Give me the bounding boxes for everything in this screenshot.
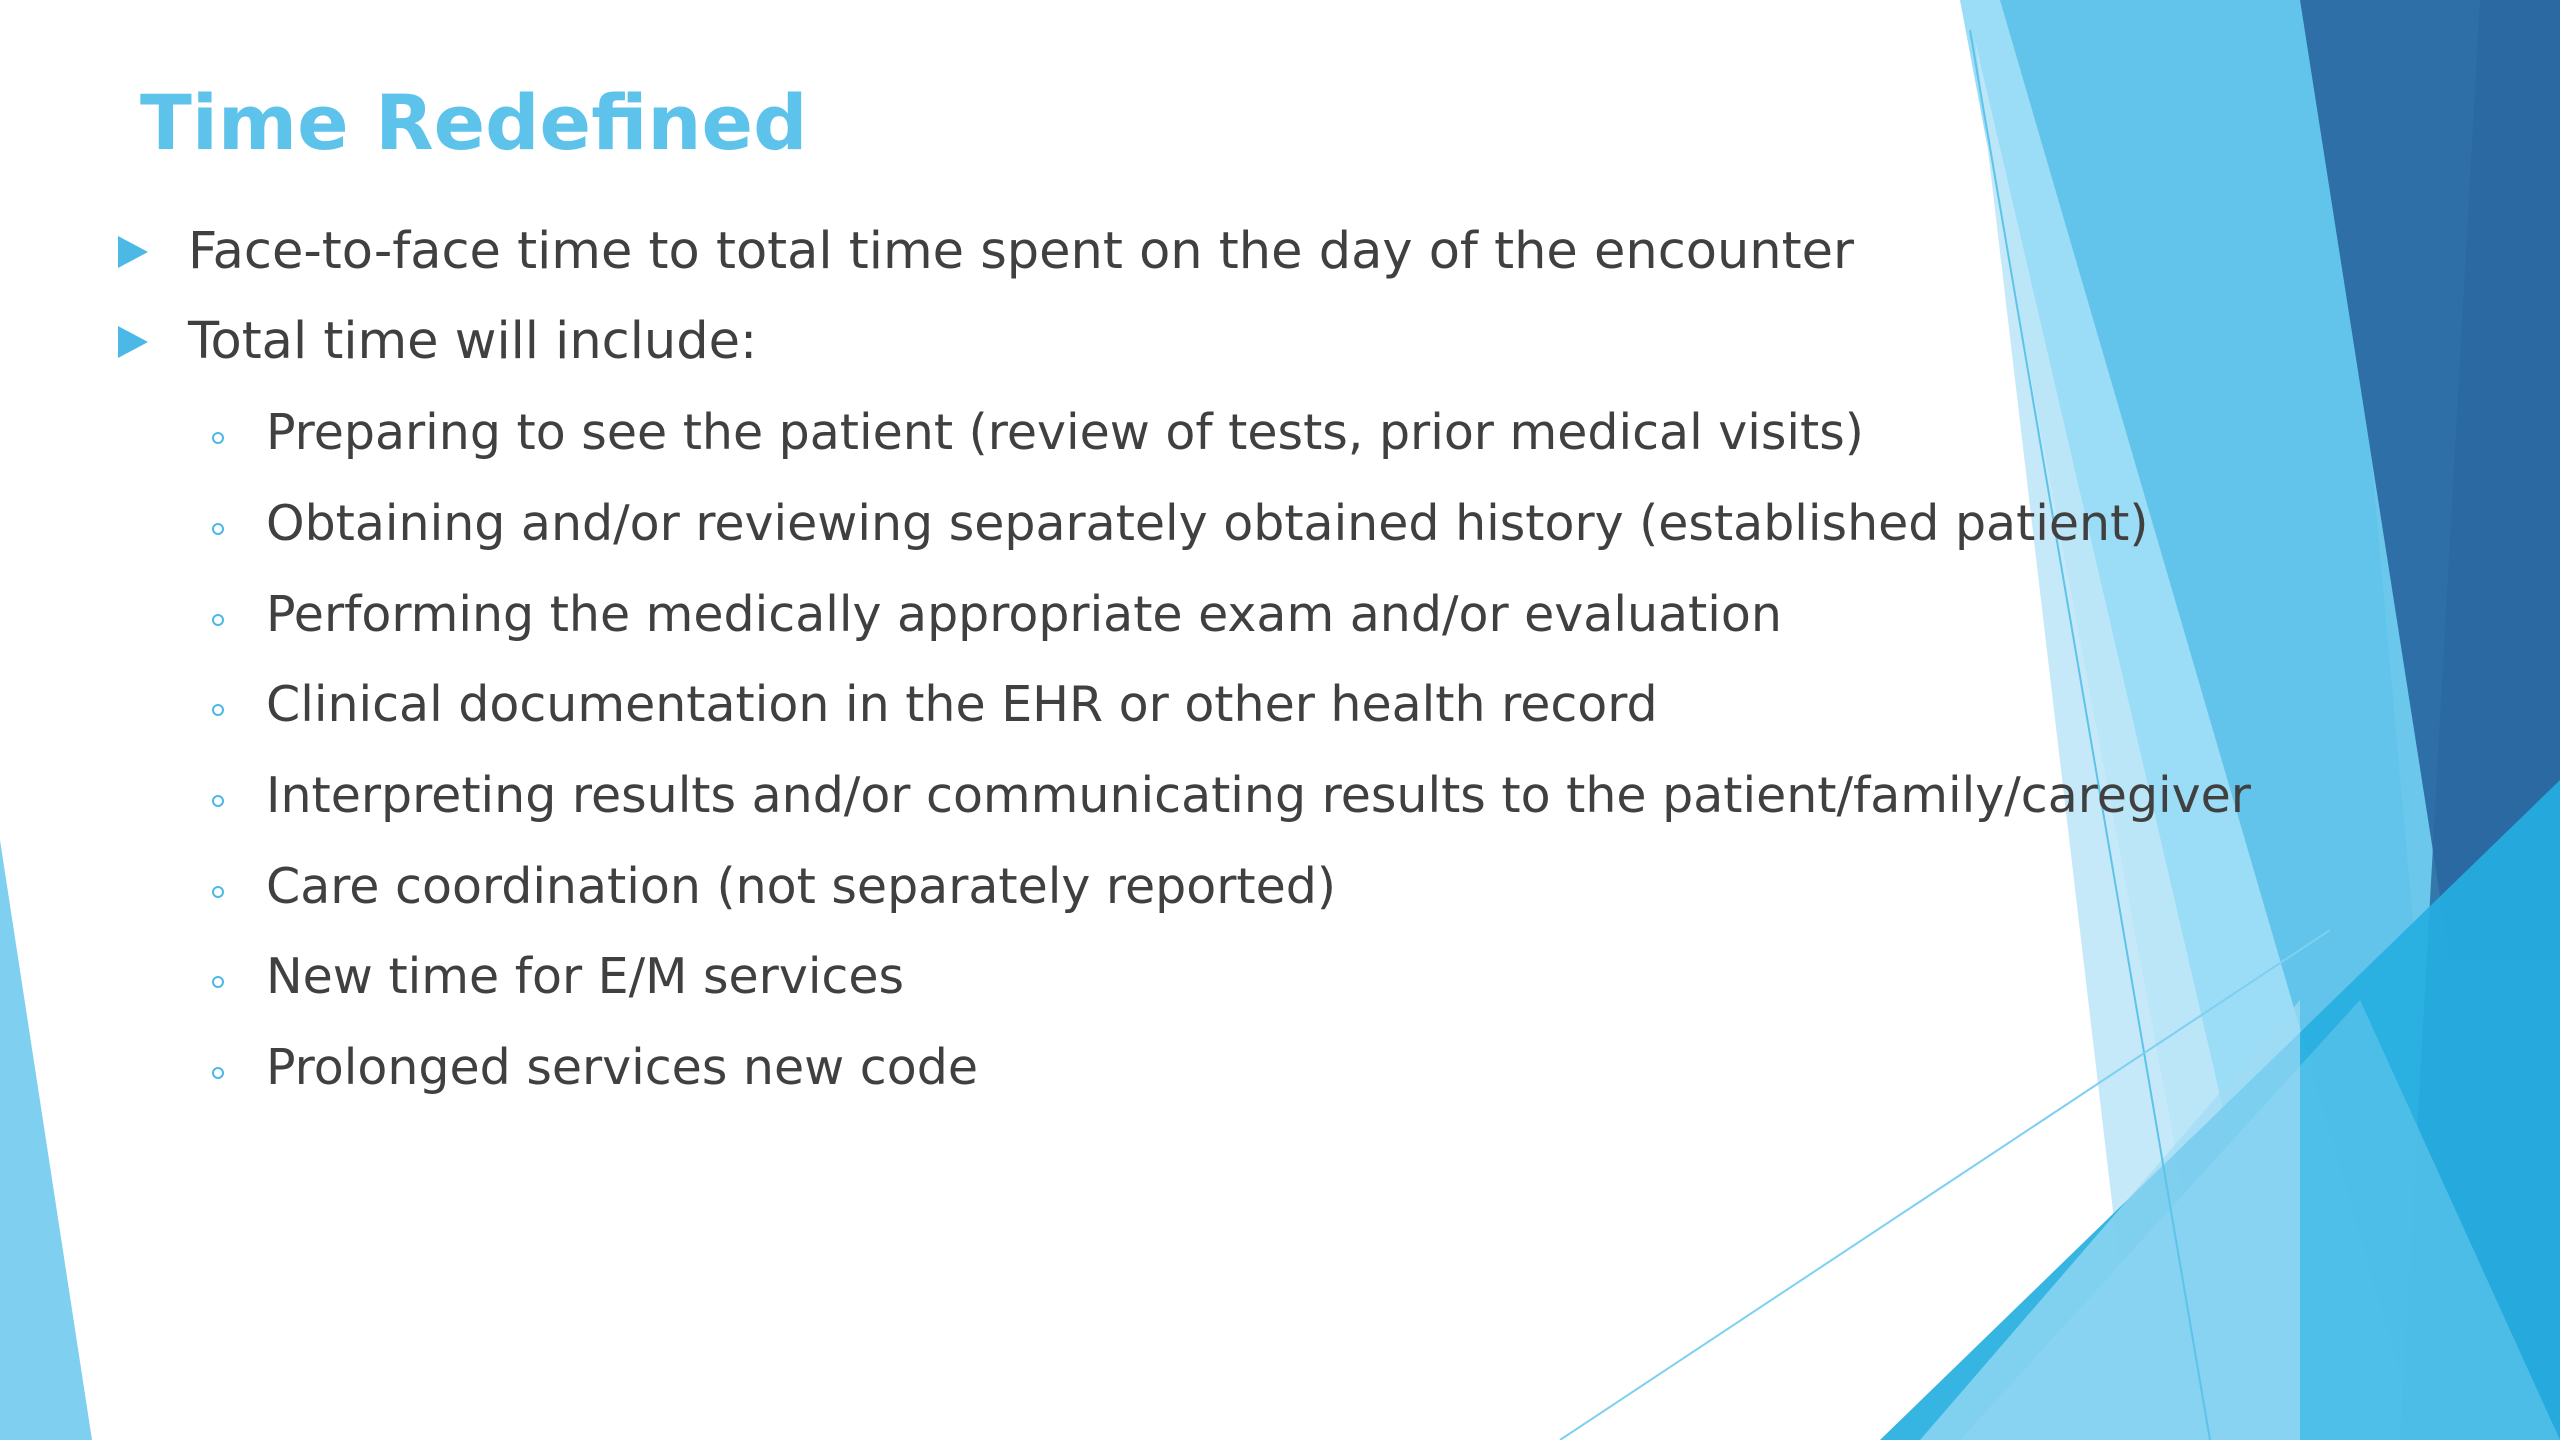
circle-bullet-icon	[212, 432, 224, 444]
list-item-text: Performing the medically appropriate exam and/or evaluation	[266, 586, 1782, 643]
circle-bullet-icon	[212, 704, 224, 716]
list-item	[212, 393, 1864, 473]
arrow-bullet-icon	[118, 236, 148, 268]
list-item	[212, 575, 1782, 655]
circle-bullet-icon	[212, 523, 224, 535]
list-item	[118, 212, 1854, 292]
list-item-text: Interpreting results and/or communicating results to the patient/family/caregiver	[266, 767, 2251, 824]
circle-bullet-icon	[212, 1067, 224, 1079]
list-item	[118, 302, 757, 382]
list-item	[212, 484, 2148, 564]
circle-bullet-icon	[212, 614, 224, 626]
circle-bullet-icon	[212, 976, 224, 988]
list-item-text: Total time will include:	[188, 312, 758, 371]
list-item-text: Clinical documentation in the EHR or other health record	[266, 676, 1658, 733]
list-item-text: Preparing to see the patient (review of tests, prior medical visits)	[266, 404, 1864, 461]
list-item-text: Prolonged services new code	[266, 1039, 978, 1096]
list-item	[212, 937, 904, 1017]
circle-bullet-icon	[212, 886, 224, 898]
list-item-text: Obtaining and/or reviewing separately obtained history (established patient)	[266, 495, 2149, 552]
list-item-text: Face-to-face time to total time spent on the day of the encounter	[188, 222, 1854, 281]
arrow-bullet-icon	[118, 326, 148, 358]
list-item-text: New time for E/M services	[266, 948, 905, 1005]
list-item	[212, 665, 1658, 745]
circle-bullet-icon	[212, 795, 224, 807]
list-item-text: Care coordination (not separately reported)	[266, 858, 1336, 915]
list-item	[212, 756, 2251, 836]
list-item	[212, 1028, 978, 1108]
list-item	[212, 847, 1336, 927]
slide-title: Time Redefined	[140, 78, 808, 167]
